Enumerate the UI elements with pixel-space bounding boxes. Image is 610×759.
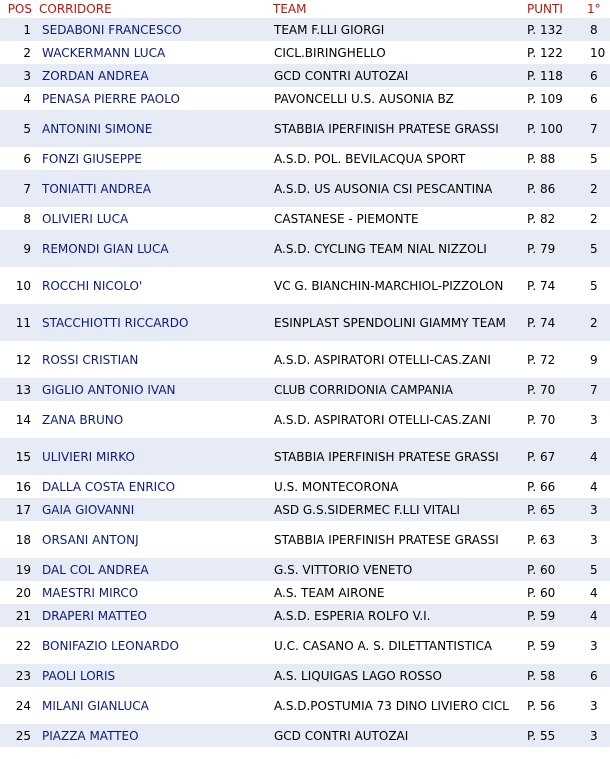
cell-pos: 1	[0, 18, 36, 41]
cell-points: P. 79	[524, 230, 584, 267]
cell-team: PAVONCELLI U.S. AUSONIA BZ	[270, 87, 524, 110]
cell-team: CICL.BIRINGHELLO	[270, 41, 524, 64]
cell-pos: 10	[0, 267, 36, 304]
cell-points: P. 118	[524, 64, 584, 87]
cell-rider[interactable]: ROSSI CRISTIAN	[36, 341, 270, 378]
cell-pos: 17	[0, 498, 36, 521]
table-row	[0, 41, 610, 64]
cell-points: P. 63	[524, 521, 584, 558]
cell-team: A.S.D.POSTUMIA 73 DINO LIVIERO CICL	[270, 687, 524, 724]
cell-rider[interactable]: MAESTRI MIRCO	[36, 581, 270, 604]
table-row	[0, 604, 610, 627]
cell-pos: 12	[0, 341, 36, 378]
cell-wins: 5	[584, 558, 610, 581]
cell-points: P. 88	[524, 147, 584, 170]
cell-rider[interactable]: GIGLIO ANTONIO IVAN	[36, 378, 270, 401]
cell-wins: 3	[584, 498, 610, 521]
table-row	[0, 401, 610, 438]
cell-rider[interactable]: BONIFAZIO LEONARDO	[36, 627, 270, 664]
cell-points: P. 65	[524, 498, 584, 521]
header-row	[0, 0, 610, 18]
cell-rider[interactable]: ZORDAN ANDREA	[36, 64, 270, 87]
cell-rider[interactable]: GAIA GIOVANNI	[36, 498, 270, 521]
cell-rider[interactable]: DALLA COSTA ENRICO	[36, 475, 270, 498]
cell-pos: 15	[0, 438, 36, 475]
cell-wins: 2	[584, 170, 610, 207]
cell-wins: 4	[584, 604, 610, 627]
cell-rider[interactable]: OLIVIERI LUCA	[36, 207, 270, 230]
cell-team: A.S.D. ASPIRATORI OTELLI-CAS.ZANI	[270, 341, 524, 378]
cell-team: U.S. MONTECORONA	[270, 475, 524, 498]
cell-points: P. 60	[524, 581, 584, 604]
cell-rider[interactable]: REMONDI GIAN LUCA	[36, 230, 270, 267]
cell-pos: 19	[0, 558, 36, 581]
cell-wins: 6	[584, 664, 610, 687]
table-row	[0, 110, 610, 147]
cell-rider[interactable]: STACCHIOTTI RICCARDO	[36, 304, 270, 341]
cell-wins: 9	[584, 341, 610, 378]
cell-rider[interactable]: ORSANI ANTONJ	[36, 521, 270, 558]
cell-wins: 4	[584, 438, 610, 475]
cell-points: P. 55	[524, 724, 584, 747]
cell-wins: 7	[584, 110, 610, 147]
cell-rider[interactable]: TONIATTI ANDREA	[36, 170, 270, 207]
table-row	[0, 87, 610, 110]
standings-body	[0, 18, 610, 747]
cell-points: P. 109	[524, 87, 584, 110]
cell-points: P. 66	[524, 475, 584, 498]
cell-points: P. 60	[524, 558, 584, 581]
cell-wins: 3	[584, 521, 610, 558]
cell-points: P. 59	[524, 627, 584, 664]
cell-team: A.S.D. POL. BEVILACQUA SPORT	[270, 147, 524, 170]
cell-wins: 2	[584, 304, 610, 341]
cell-team: STABBIA IPERFINISH PRATESE GRASSI	[270, 438, 524, 475]
cell-pos: 20	[0, 581, 36, 604]
cell-wins: 2	[584, 207, 610, 230]
cell-rider[interactable]: MILANI GIANLUCA	[36, 687, 270, 724]
cell-points: P. 70	[524, 378, 584, 401]
table-row	[0, 18, 610, 41]
cell-team: CLUB CORRIDONIA CAMPANIA	[270, 378, 524, 401]
cell-wins: 7	[584, 378, 610, 401]
header-wins: 1°	[587, 2, 601, 16]
cell-points: P. 122	[524, 41, 584, 64]
table-row	[0, 170, 610, 207]
cell-wins: 6	[584, 64, 610, 87]
header-team: TEAM	[273, 2, 307, 16]
cell-pos: 13	[0, 378, 36, 401]
cell-wins: 6	[584, 87, 610, 110]
cell-team: ESINPLAST SPENDOLINI GIAMMY TEAM	[270, 304, 524, 341]
cell-team: A.S. LIQUIGAS LAGO ROSSO	[270, 664, 524, 687]
table-row	[0, 378, 610, 401]
cell-wins: 5	[584, 267, 610, 304]
cell-rider[interactable]: ROCCHI NICOLO'	[36, 267, 270, 304]
cell-rider[interactable]: DRAPERI MATTEO	[36, 604, 270, 627]
cell-pos: 9	[0, 230, 36, 267]
cell-rider[interactable]: PENASA PIERRE PAOLO	[36, 87, 270, 110]
cell-pos: 2	[0, 41, 36, 64]
cell-team: G.S. VITTORIO VENETO	[270, 558, 524, 581]
cell-wins: 8	[584, 18, 610, 41]
cell-team: A.S.D. ASPIRATORI OTELLI-CAS.ZANI	[270, 401, 524, 438]
table-row	[0, 304, 610, 341]
header-points: PUNTI	[527, 2, 563, 16]
cell-pos: 11	[0, 304, 36, 341]
cell-team: TEAM F.LLI GIORGI	[270, 18, 524, 41]
cell-pos: 4	[0, 87, 36, 110]
cell-wins: 4	[584, 581, 610, 604]
cell-pos: 6	[0, 147, 36, 170]
cell-wins: 3	[584, 401, 610, 438]
cell-wins: 10	[584, 41, 610, 64]
cell-rider[interactable]: ZANA BRUNO	[36, 401, 270, 438]
table-row	[0, 267, 610, 304]
cell-rider[interactable]: ANTONINI SIMONE	[36, 110, 270, 147]
cell-team: A.S.D. ESPERIA ROLFO V.I.	[270, 604, 524, 627]
cell-points: P. 132	[524, 18, 584, 41]
header-pos: POS	[7, 2, 32, 16]
cell-team: U.C. CASANO A. S. DILETTANTISTICA	[270, 627, 524, 664]
table-row	[0, 664, 610, 687]
cell-pos: 5	[0, 110, 36, 147]
cell-pos: 21	[0, 604, 36, 627]
cell-wins: 3	[584, 724, 610, 747]
cell-pos: 18	[0, 521, 36, 558]
table-row	[0, 475, 610, 498]
cell-pos: 7	[0, 170, 36, 207]
cell-pos: 14	[0, 401, 36, 438]
cell-rider[interactable]: ULIVIERI MIRKO	[36, 438, 270, 475]
cell-pos: 16	[0, 475, 36, 498]
table-row	[0, 724, 610, 747]
cell-team: STABBIA IPERFINISH PRATESE GRASSI	[270, 110, 524, 147]
table-row	[0, 627, 610, 664]
table-row	[0, 147, 610, 170]
table-row	[0, 64, 610, 87]
cell-rider[interactable]: DAL COL ANDREA	[36, 558, 270, 581]
cell-wins: 5	[584, 230, 610, 267]
cell-rider[interactable]: PAOLI LORIS	[36, 664, 270, 687]
table-row	[0, 438, 610, 475]
cell-points: P. 70	[524, 401, 584, 438]
cell-pos: 22	[0, 627, 36, 664]
table-row	[0, 230, 610, 267]
cell-rider[interactable]: FONZI GIUSEPPE	[36, 147, 270, 170]
cell-rider[interactable]: SEDABONI FRANCESCO	[36, 18, 270, 41]
cell-team: STABBIA IPERFINISH PRATESE GRASSI	[270, 521, 524, 558]
cell-pos: 8	[0, 207, 36, 230]
table-row	[0, 581, 610, 604]
header-rider: CORRIDORE	[39, 2, 112, 16]
cell-team: GCD CONTRI AUTOZAI	[270, 724, 524, 747]
cell-pos: 25	[0, 724, 36, 747]
cell-points: P. 74	[524, 304, 584, 341]
cell-team: A.S.D. US AUSONIA CSI PESCANTINA	[270, 170, 524, 207]
cell-pos: 23	[0, 664, 36, 687]
cell-points: P. 74	[524, 267, 584, 304]
table-row	[0, 498, 610, 521]
table-row	[0, 521, 610, 558]
cell-points: P. 58	[524, 664, 584, 687]
cell-pos: 3	[0, 64, 36, 87]
cell-rider[interactable]: PIAZZA MATTEO	[36, 724, 270, 747]
cell-team: A.S. TEAM AIRONE	[270, 581, 524, 604]
cell-wins: 3	[584, 627, 610, 664]
cell-team: ASD G.S.SIDERMEC F.LLI VITALI	[270, 498, 524, 521]
cell-points: P. 67	[524, 438, 584, 475]
table-row	[0, 687, 610, 724]
cell-wins: 3	[584, 687, 610, 724]
cell-team: VC G. BIANCHIN-MARCHIOL-PIZZOLON	[270, 267, 524, 304]
table-row	[0, 558, 610, 581]
cell-rider[interactable]: WACKERMANN LUCA	[36, 41, 270, 64]
cell-team: GCD CONTRI AUTOZAI	[270, 64, 524, 87]
cell-team: A.S.D. CYCLING TEAM NIAL NIZZOLI	[270, 230, 524, 267]
cell-points: P. 59	[524, 604, 584, 627]
cell-wins: 4	[584, 475, 610, 498]
cell-points: P. 56	[524, 687, 584, 724]
cell-points: P. 100	[524, 110, 584, 147]
cell-pos: 24	[0, 687, 36, 724]
cell-points: P. 72	[524, 341, 584, 378]
cell-points: P. 86	[524, 170, 584, 207]
table-row	[0, 341, 610, 378]
cell-team: CASTANESE - PIEMONTE	[270, 207, 524, 230]
cell-points: P. 82	[524, 207, 584, 230]
cell-wins: 5	[584, 147, 610, 170]
table-row	[0, 207, 610, 230]
